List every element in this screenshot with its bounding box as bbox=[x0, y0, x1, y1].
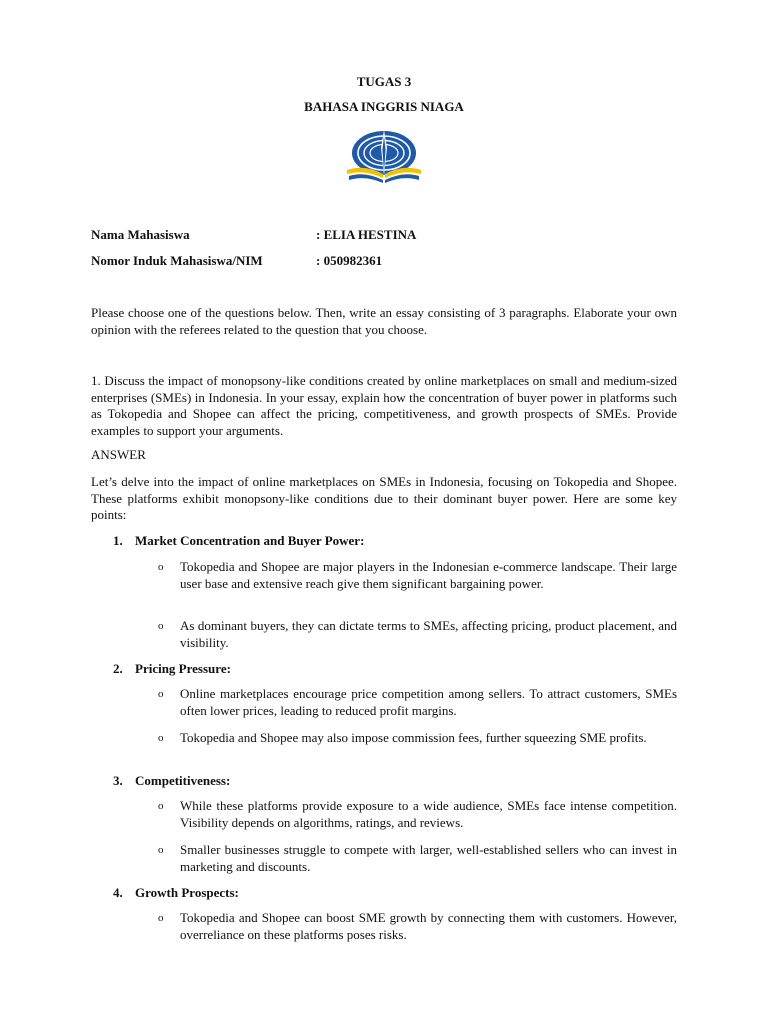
section-heading bbox=[113, 885, 239, 901]
instructions-paragraph: Please choose one of the questions below. Then, write an essay consisting of 3 paragraphs. Elaborate your own opinion with the referees related to the question that you choose. bbox=[91, 305, 677, 337]
student-name-value: : ELIA HESTINA bbox=[316, 227, 417, 242]
list-item bbox=[158, 686, 677, 719]
section-title: Pricing Pressure: bbox=[135, 661, 231, 676]
document-title: TUGAS 3 bbox=[356, 74, 412, 89]
bullet-icon: o bbox=[158, 844, 164, 856]
list-item bbox=[158, 798, 677, 831]
bullet-icon: o bbox=[158, 912, 164, 924]
section-number: 4. bbox=[113, 885, 123, 900]
question-paragraph: 1. Discuss the impact of monopsony-like conditions created by online marketplaces on small and medium-sized enterprises (SMEs) in Indonesia. In your essay, explain how the concentration of buyer power in platforms such as Tokopedia and Shopee can affect the pricing, competitiveness, and growth prospects of SMEs. Provide examples to support your arguments. bbox=[91, 373, 677, 438]
section-number: 2. bbox=[113, 661, 123, 676]
intro-paragraph: Let’s delve into the impact of online marketplaces on SMEs in Indonesia, focusing on Tokopedia and Shopee. These platforms exhibit monopsony-like conditions due to their dominant buyer power. Here are some key points: bbox=[91, 474, 677, 522]
list-item bbox=[158, 910, 677, 943]
student-nim-value: : 050982361 bbox=[316, 253, 383, 268]
bullet-icon: o bbox=[158, 620, 164, 632]
bullet-icon: o bbox=[158, 732, 164, 744]
list-item-text: As dominant buyers, they can dictate terms to SMEs, affecting pricing, product placement, and visibility. bbox=[180, 618, 677, 650]
university-logo-icon bbox=[343, 126, 425, 188]
list-item-text: Smaller businesses struggle to compete with larger, well-established sellers who can invest in marketing and discounts. bbox=[180, 842, 677, 874]
answer-label: ANSWER bbox=[91, 447, 146, 462]
section-title: Growth Prospects: bbox=[135, 885, 239, 900]
section-title: Market Concentration and Buyer Power: bbox=[135, 533, 365, 548]
bullet-icon: o bbox=[158, 561, 164, 573]
list-item bbox=[158, 559, 677, 592]
list-item bbox=[158, 618, 677, 651]
section-heading bbox=[113, 533, 364, 549]
section-heading bbox=[113, 661, 231, 677]
list-item-text: Tokopedia and Shopee are major players in the Indonesian e-commerce landscape. Their large user base and extensive reach give them significant bargaining power. bbox=[180, 559, 677, 591]
student-nim-label: Nomor Induk Mahasiswa/NIM bbox=[91, 253, 263, 268]
section-title: Competitiveness: bbox=[135, 773, 231, 788]
list-item bbox=[158, 842, 677, 875]
list-item-text: While these platforms provide exposure to a wide audience, SMEs face intense competition. Visibility depends on algorithms, ratings, and reviews. bbox=[180, 798, 677, 830]
document-subtitle: BAHASA INGGRIS NIAGA bbox=[304, 99, 464, 114]
section-heading bbox=[113, 773, 230, 789]
bullet-icon: o bbox=[158, 800, 164, 812]
list-item-text: Online marketplaces encourage price competition among sellers. To attract customers, SMEs often lower prices, leading to reduced profit margins. bbox=[180, 686, 677, 718]
bullet-icon: o bbox=[158, 688, 164, 700]
section-number: 3. bbox=[113, 773, 123, 788]
list-item bbox=[158, 730, 677, 747]
student-name-label: Nama Mahasiswa bbox=[91, 227, 190, 242]
list-item-text: Tokopedia and Shopee may also impose commission fees, further squeezing SME profits. bbox=[180, 730, 647, 745]
section-number: 1. bbox=[113, 533, 123, 548]
list-item-text: Tokopedia and Shopee can boost SME growth by connecting them with customers. However, overreliance on these platforms poses risks. bbox=[180, 910, 677, 942]
